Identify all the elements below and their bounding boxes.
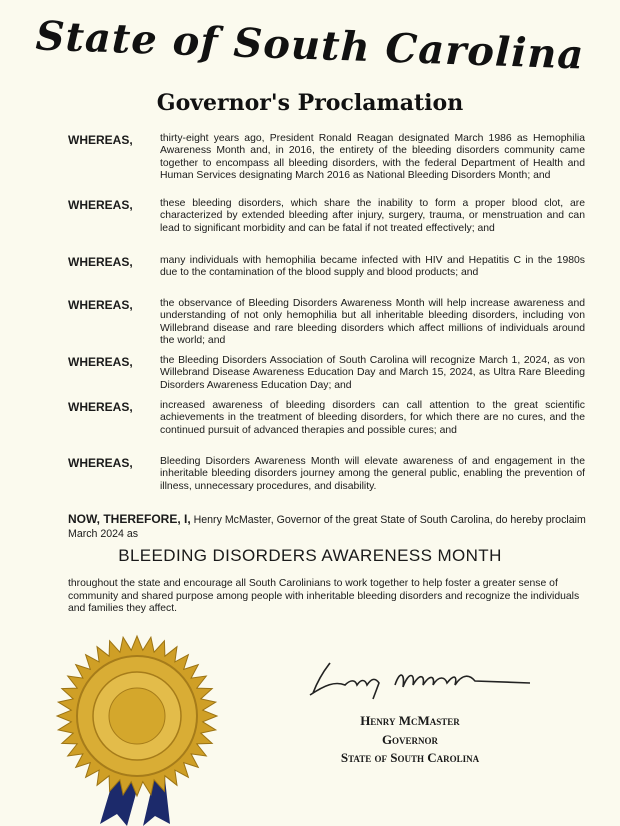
header-title: State of South Carolina (34, 12, 586, 79)
whereas-label: WHEREAS, (68, 255, 133, 269)
state-seal-icon (55, 634, 220, 826)
whereas-label: WHEREAS, (68, 355, 133, 369)
clause-text: the Bleeding Disorders Association of South Carolina will recognize March 1, 2024, as von Willebrand Disease Awareness Education Day and March 15, 2024, as Ultra Rare Bleeding Disorders Awareness Education Day; and (160, 355, 585, 391)
governor-office: State of South Carolina (340, 750, 480, 765)
clause-text: Bleeding Disorders Awareness Month will elevate awareness of and engagement in the inheritable bleeding disorders journey among the general public, enabling the prevention of illness, unnecessary procedures, and disability. (160, 456, 585, 492)
governor-title: Governor (381, 732, 439, 747)
header-subtitle: Governor's Proclamation (156, 90, 464, 116)
clause-text: many individuals with hemophilia became infected with HIV and Hepatitis C in the 1980s due to the contamination of the blood supply and blood products; and (160, 255, 585, 279)
whereas-label: WHEREAS, (68, 298, 133, 312)
whereas-label: WHEREAS, (68, 400, 133, 414)
whereas-label: WHEREAS, (68, 456, 133, 470)
clause-text: the observance of Bleeding Disorders Awareness Month will help increase awareness and understanding of not only hemophilia but all inheritable bleeding disorders, including von Willebrand disease and rare bleeding disorders which affect millions of individuals around the world; and (160, 298, 585, 346)
now-therefore-label: NOW, THEREFORE, I, (68, 512, 191, 526)
whereas-label: WHEREAS, (68, 133, 133, 147)
clause-text: these bleeding disorders, which share the inability to form a proper blood clot, are characterized by extended bleeding after injury, surgery, trauma, or menstruation and can lead to significant morbidity and can be fatal if not treated effectively; and (160, 198, 585, 234)
whereas-label: WHEREAS, (68, 198, 133, 212)
governor-signature (305, 655, 535, 705)
now-text: Henry McMaster, Governor of the great State of South Carolina, do hereby proclaim March 2024 as (68, 514, 586, 540)
proclaimed-title: BLEEDING DISORDERS AWARENESS MONTH (118, 546, 502, 565)
closing-text: throughout the state and encourage all South Carolinians to work together to help foster a greater sense of community and shared purpose among people with inheritable bleeding disorders and recognize the individuals and families they affect. (68, 578, 580, 614)
clause-text: thirty-eight years ago, President Ronald Reagan designated March 1986 as Hemophilia Awareness Month and, in 2016, the entirety of the bleeding disorders community came together to encompass all bleeding disorders, with the federal Department of Health and Human Services designating March 2016 as National Bleeding Disorders Month; and (160, 133, 585, 181)
proclamation-statement (68, 512, 588, 541)
governor-name: Henry McMaster (360, 713, 460, 728)
clause-text: increased awareness of bleeding disorders can call attention to the great scientific achievements in the treatment of bleeding disorders, for which there are no cures, and the continued pursuit of advanced therapies and possible cures; and (160, 400, 585, 436)
